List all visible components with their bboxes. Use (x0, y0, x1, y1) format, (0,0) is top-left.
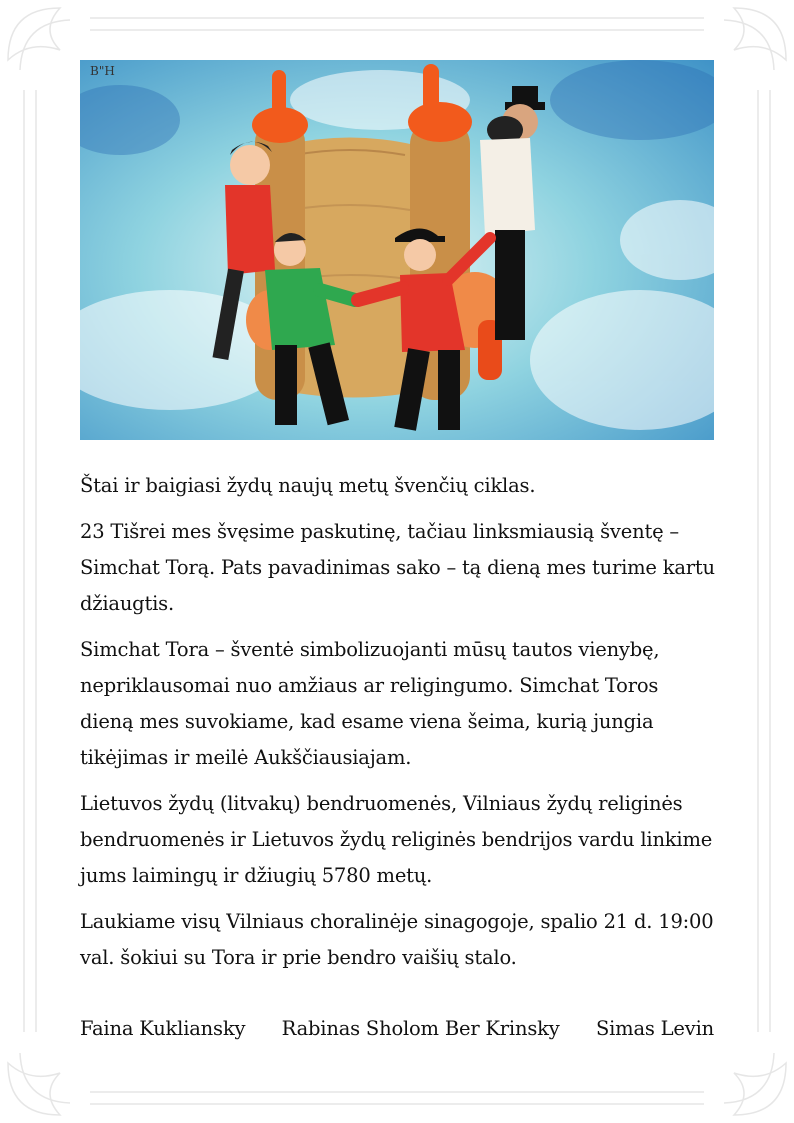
paragraph-unity: Simchat Tora – šventė simbolizuojanti mūsų tautos vienybę, nepriklausomai nuo amžiaus ar religingumo. Simchat Toros dieną mes suvokiame, kad esame viena šeima, kurią jungia tikėjimas ir meilė Aukščiausiajam. (80, 638, 660, 769)
bh-mark: B"H (90, 64, 115, 78)
signature-krinsky: Rabinas Sholom Ber Krinsky (281, 1017, 560, 1040)
paragraph-holiday: 23 Tišrei mes švęsime paskutinę, tačiau linksmiausią šventę – Simchat Torą. Pats pavadinimas sako – tą dieną mes turime kartu džiaugtis. (80, 520, 715, 615)
signature-levin: Simas Levin (595, 1017, 714, 1040)
signatures (80, 1012, 714, 1046)
greeting-text (80, 468, 716, 986)
paragraph-intro: Štai ir baigiasi žydų naujų metų švenčių ciklas. (80, 474, 536, 497)
paragraph-invitation: Laukiame visų Vilniaus choralinėje sinagogoje, spalio 21 d. 19:00 val. šokiui su Tora ir prie bendro vaišių stalo. (80, 910, 714, 969)
paragraph-wishes: Lietuvos žydų (litvakų) bendruomenės, Vilniaus žydų religinės bendruomenės ir Lietuvos žydų religinės bendrijos vardu linkime jums laimingų ir džiugių 5780 metų. (80, 792, 713, 887)
signature-kukliansky: Faina Kukliansky (80, 1017, 246, 1040)
simchat-torah-illustration (80, 60, 714, 440)
